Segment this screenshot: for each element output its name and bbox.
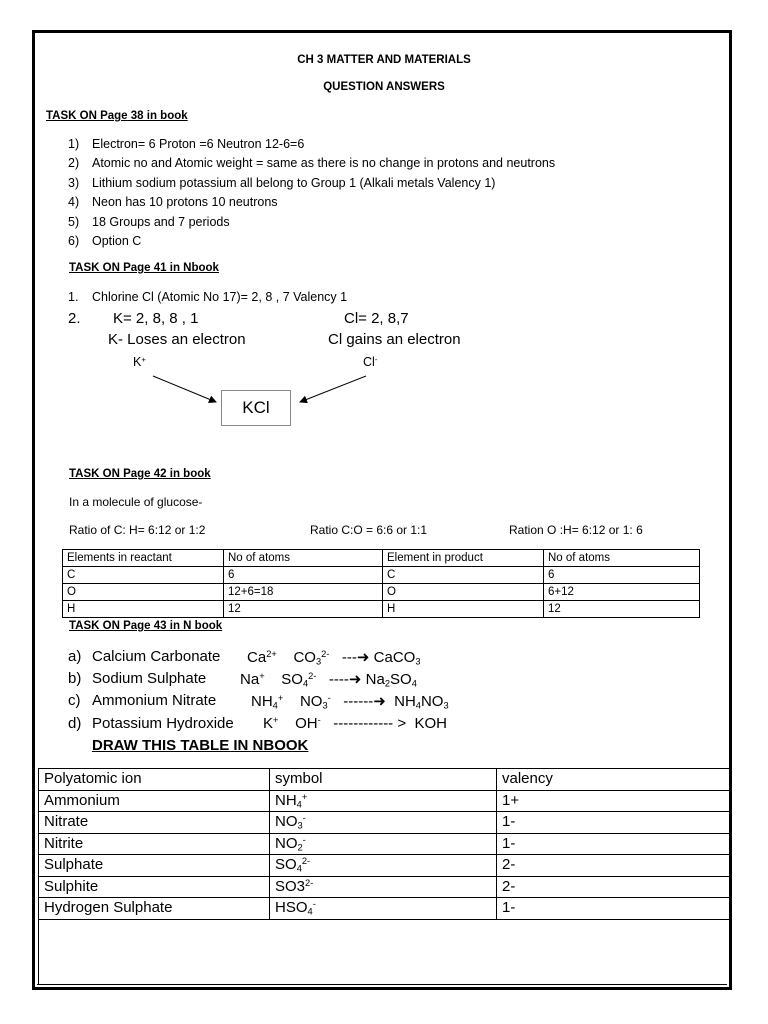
list-item (68, 137, 555, 156)
ratio-c-h: Ratio of C: H= 6:12 or 1:2 (69, 523, 206, 537)
table-row (39, 855, 730, 877)
table-cell: 12 (544, 601, 700, 618)
table-cell: 6 (224, 567, 383, 584)
table-header: Elements in reactant (63, 550, 224, 567)
table-cell: 1- (497, 812, 730, 834)
item-label: c) (68, 692, 81, 709)
table-header: Polyatomic ion (39, 769, 270, 791)
table-header: valency (497, 769, 730, 791)
item-text: Neon has 10 protons 10 neutrons (92, 195, 278, 210)
item-text: Atomic no and Atomic weight = same as there is no change in protons and neutrons (92, 156, 556, 171)
table-cell-symbol: $SO_4^{2-}$ (270, 855, 497, 877)
table-cell: O (63, 584, 224, 601)
potassium-ion (133, 355, 146, 369)
task41-heading: TASK ON Page 41 in Nbook (69, 262, 219, 274)
list-item (68, 156, 555, 175)
task41-item1 (68, 290, 347, 304)
chloride-ion (363, 355, 377, 369)
reaction-d (68, 715, 234, 732)
table-extension (38, 918, 730, 985)
item-number: 4) (68, 195, 80, 210)
reaction-b (68, 670, 206, 687)
table-cell: H (63, 601, 224, 618)
table-cell: Hydrogen Sulphate (39, 898, 270, 920)
reaction-a (68, 648, 220, 665)
item-label: d) (68, 715, 82, 732)
item-number: 1) (68, 137, 80, 151)
table-row (39, 812, 730, 834)
chlorine-configuration: Cl= 2, 8,7 (344, 310, 409, 327)
ion-symbol: Cl (363, 355, 375, 369)
document-subtitle: QUESTION ANSWERS (323, 81, 445, 93)
document-title: CH 3 MATTER AND MATERIALS (297, 54, 471, 66)
table-row (63, 601, 700, 618)
table-cell: Sulphate (39, 855, 270, 877)
table-cell: Ammonium (39, 790, 270, 812)
table-header: No of atoms (544, 550, 700, 567)
table-row (39, 898, 730, 920)
compound-name: Sodium Sulphate (92, 670, 207, 687)
reaction-a-equation: $Ca^{2+}$ $CO_3^{2-}$ ---➜ CaCO$_3$ (247, 648, 421, 667)
table-cell: 12+6=18 (224, 584, 383, 601)
table-cell: 2- (497, 876, 730, 898)
item-text: Lithium sodium potassium all belong to Group 1 (Alkali metals Valency 1) (92, 175, 496, 190)
list-item (68, 195, 555, 214)
table-cell-symbol: $NO_3^-$ (270, 812, 497, 834)
table-row (39, 790, 730, 812)
ion-charge: - (374, 354, 378, 364)
list-item (68, 215, 555, 234)
table-cell-symbol: $NH_4^+$ (270, 790, 497, 812)
task38-list (68, 137, 555, 253)
glucose-intro: In a molecule of glucose- (69, 495, 203, 509)
table-cell-symbol: $SO3^{2-}$ (270, 876, 497, 898)
kcl-product-box: KCl (221, 390, 291, 426)
table-row (63, 584, 700, 601)
table-row (63, 567, 700, 584)
table-cell-symbol: $HSO_4^-$ (270, 898, 497, 920)
item-number: 6) (68, 233, 80, 248)
item-number: 3) (68, 175, 80, 190)
table-cell: 1- (497, 833, 730, 855)
reaction-c-equation: $NH_4^+$ $NO_3^-$ ------➜ $NH_4NO_3$ (251, 692, 449, 711)
item-text: Option C (92, 233, 142, 248)
list-item (68, 176, 555, 195)
table-header-row (63, 550, 700, 567)
table-cell: 1- (497, 898, 730, 920)
draw-table-heading: DRAW THIS TABLE IN NBOOK (92, 737, 309, 754)
item-text: Chlorine Cl (Atomic No 17)= 2, 8 , 7 Valency 1 (92, 290, 348, 304)
item-label: a) (68, 648, 82, 665)
table-header: No of atoms (224, 550, 383, 567)
table-cell: Nitrate (39, 812, 270, 834)
table-cell: 6 (544, 567, 700, 584)
task38-heading: TASK ON Page 38 in book (46, 110, 188, 122)
table-cell: 6+12 (544, 584, 700, 601)
table-cell: 12 (224, 601, 383, 618)
item-label: b) (68, 670, 82, 687)
polyatomic-ion-table (38, 768, 730, 920)
potassium-note: K- Loses an electron (108, 331, 246, 348)
task42-heading: TASK ON Page 42 in book (69, 468, 211, 480)
task43-heading: TASK ON Page 43 in N book (69, 620, 223, 632)
table-cell: 1+ (497, 790, 730, 812)
table-cell: C (383, 567, 544, 584)
table-header: Element in product (383, 550, 544, 567)
item-text: Electron= 6 Proton =6 Neutron 12-6=6 (92, 137, 305, 151)
item-text: 18 Groups and 7 periods (92, 214, 230, 229)
task41-item2-number: 2. (68, 310, 81, 327)
table-cell: O (383, 584, 544, 601)
item-number: 2) (68, 156, 80, 171)
glucose-table (62, 549, 700, 618)
ion-symbol: K (133, 355, 142, 369)
potassium-configuration: K= 2, 8, 8 , 1 (113, 310, 199, 327)
table-cell: 2- (497, 855, 730, 877)
ratio-o-h: Ration O :H= 6:12 or 1: 6 (509, 523, 643, 537)
compound-name: Calcium Carbonate (92, 648, 221, 665)
table-cell: Nitrite (39, 833, 270, 855)
list-item (68, 234, 555, 253)
table-header-row (39, 769, 730, 791)
compound-name: Ammonium Nitrate (92, 692, 217, 709)
table-row (39, 833, 730, 855)
table-header: symbol (270, 769, 497, 791)
table-cell: Sulphite (39, 876, 270, 898)
item-number: 1. (68, 290, 79, 304)
table-cell: C (63, 567, 224, 584)
item-number: 5) (68, 214, 80, 229)
reaction-b-equation: Na+ $SO_4^{2-}$ ----➜ $Na_2SO_4$ (240, 670, 417, 689)
reaction-c (68, 692, 216, 709)
ion-charge: + (141, 354, 146, 364)
table-row (39, 876, 730, 898)
table-cell: H (383, 601, 544, 618)
chlorine-note: Cl gains an electron (328, 331, 461, 348)
ratio-c-o: Ratio C:O = 6:6 or 1:1 (310, 523, 428, 537)
compound-name: Potassium Hydroxide (92, 715, 234, 732)
reaction-d-equation: K+ OH- ------------ > KOH (263, 714, 447, 732)
table-cell-symbol: $NO_2^-$ (270, 833, 497, 855)
